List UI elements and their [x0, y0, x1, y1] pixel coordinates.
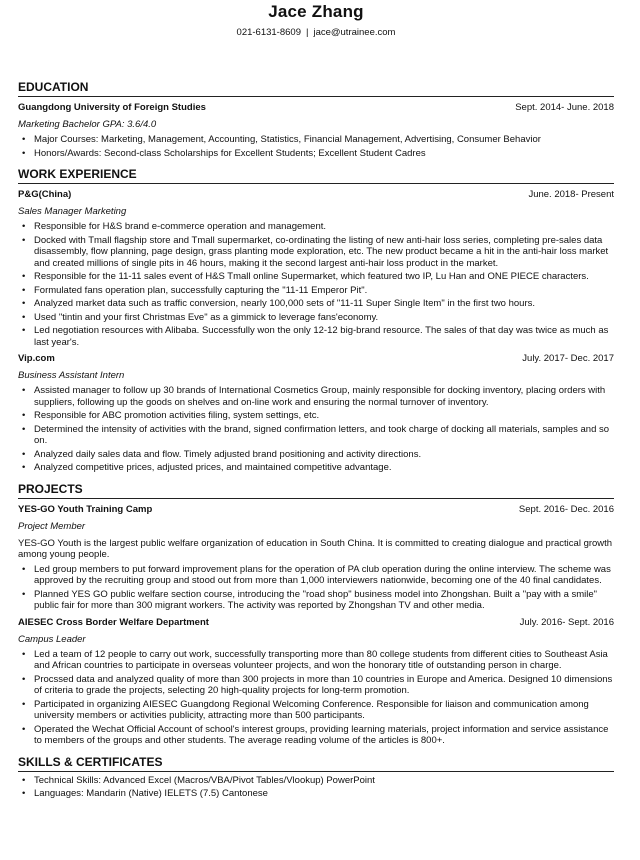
- bullet-item: • Responsible for ABC promotion activities filing, system settings, etc.: [18, 410, 614, 422]
- bullet-item: • Major Courses: Marketing, Management, Accounting, Statistics, Financial Management, Advertising, Consumer Behavior: [18, 134, 614, 146]
- work-section: [18, 167, 614, 474]
- bullet-item: • Responsible for the 11-11 sales event of H&S Tmall online Supermarket, which featured two IP, Lu Han and ONE PIECE characters.: [18, 271, 614, 283]
- bullet-item: • Operated the Wechat Official Account of school's interest groups, providing learning materials, project information and service assistance to members of the groups and other students. The average reading volume of the articles is 800+.: [18, 724, 614, 747]
- education-entry: [18, 102, 614, 159]
- entry-date: July. 2016- Sept. 2016: [519, 616, 614, 628]
- contact-line: [18, 27, 614, 39]
- section-title-skills: SKILLS & CERTIFICATES: [18, 755, 614, 772]
- email-address: jace@utrainee.com: [313, 27, 396, 38]
- project-intro: YES-GO Youth is the largest public welfare organization of education in South China. It is committed to creating dialogue and practical growth among young people.: [18, 537, 613, 560]
- entry-date: July. 2017- Dec. 2017: [522, 353, 614, 364]
- bullet-item: • Led a team of 12 people to carry out work, successfully transporting more than 80 college students from different cities to Southeast Asia and African countries to participate in overseas volunteer projects, and won the honorary title of outstanding person in charge.: [18, 649, 614, 672]
- bullet-item: • Planned YES GO public welfare section course, introducing the "road shop" business model into Zhongshan. Built a "pay with a smile" public fair for more than 300 migrant workers. The activity was reported by Zhongshan TV and other media.: [18, 589, 614, 612]
- entry-organization: YES-GO Youth Training Camp: [18, 503, 153, 515]
- bullet-item: • Analyzed competitive prices, adjusted prices, and maintained competitive advantage.: [18, 462, 614, 474]
- phone-number: 021-6131-8609: [236, 27, 301, 38]
- entry-role: Marketing Bachelor GPA: 3.6/4.0: [18, 119, 157, 130]
- entry-header: [18, 617, 614, 629]
- entry-organization: Guangdong University of Foreign Studies: [18, 102, 206, 113]
- section-title-education: EDUCATION: [18, 80, 614, 97]
- entry-date: June. 2018- Present: [528, 189, 614, 200]
- entry-organization: Vip.com: [18, 353, 55, 364]
- resume-header: [18, 0, 614, 39]
- entry-role: Sales Manager Marketing: [18, 206, 127, 217]
- bullet-list: [18, 564, 614, 612]
- bullet-item: • Determined the intensity of activities with the brand, signed confirmation letters, and took charge of docking all materials, samples and so on.: [18, 424, 614, 447]
- bullet-list: [18, 775, 614, 800]
- contact-separator: |: [305, 27, 309, 38]
- bullet-item: • Analyzed market data such as traffic conversion, nearly 100,000 sets of "11-11 Super Single Item" in the first two hours.: [18, 298, 614, 310]
- bullet-item: • Formulated fans operation plan, successfully capturing the "11-11 Emperor Pit".: [18, 285, 614, 297]
- bullet-item: • Assisted manager to follow up 30 brands of International Cosmetics Group, mainly responsible for docking inventory, placing orders with suppliers, following up the goods on shelves and on-line work and ensuring the normal turnover of inventory.: [18, 385, 614, 408]
- bullet-item: • Languages: Mandarin (Native) IELETS (7.5) Cantonese: [18, 788, 614, 800]
- bullet-item: • Analyzed daily sales data and flow. Timely adjusted brand positioning and activity directions.: [18, 449, 614, 461]
- entry-date: Sept. 2016- Dec. 2016: [518, 503, 614, 515]
- entry-header: [18, 102, 614, 114]
- work-entry: [18, 353, 614, 474]
- bullet-item: • Participated in organizing AIESEC Guangdong Regional Welcoming Conference. Responsible for liaison and communication among university members or activities publicity, attracting more than 500 participants.: [18, 699, 614, 722]
- bullet-list: [18, 385, 614, 474]
- section-title-projects: PROJECTS: [18, 482, 614, 499]
- bullet-list: [18, 221, 614, 348]
- bullet-item: • Led group members to put forward improvement plans for the operation of PA club operation during the online interview. The scheme was approved by the recruiting group and stood out from more than 1,000 interviewers nationwide, becoming one of the 40 final candidates.: [18, 564, 614, 587]
- section-title-work: WORK EXPERIENCE: [18, 167, 614, 184]
- projects-section: [18, 482, 614, 747]
- work-entry: [18, 189, 614, 348]
- entry-role: Project Member: [18, 520, 86, 532]
- entry-header: [18, 189, 614, 201]
- bullet-item: • Procssed data and analyzed quality of more than 300 projects in more than 10 countries in Europe and America. Designed 10 dimensions of criteria to grade the projects, selecting 20 high-quality projects for long-term promotion.: [18, 674, 614, 697]
- bullet-item: • Technical Skills: Advanced Excel (Macros/VBA/Pivot Tables/Vlookup) PowerPoint: [18, 775, 614, 787]
- entry-header: [18, 353, 614, 365]
- skills-section: [18, 755, 614, 800]
- entry-header: [18, 504, 614, 516]
- bullet-list: [18, 134, 614, 159]
- candidate-name: Jace Zhang: [268, 2, 364, 21]
- bullet-list: [18, 649, 614, 747]
- project-entry: [18, 504, 614, 612]
- entry-date: Sept. 2014- June. 2018: [515, 102, 614, 113]
- entry-role: Campus Leader: [18, 633, 86, 645]
- bullet-item: • Responsible for H&S brand e-commerce operation and management.: [18, 221, 614, 233]
- bullet-item: • Led negotiation resources with Alibaba. Successfully won the only 12-12 big-brand resource. The sales of that day was twice as much as last year's.: [18, 325, 614, 348]
- education-section: [18, 80, 614, 159]
- bullet-item: • Docked with Tmall flagship store and Tmall supermarket, co-ordinating the listing of new anti-hair loss series, completing pre-sales data disassembly, flow planning, page design, grass planting mode exploration, etc. The new product became a hit in the anti-hair loss market and created millions of single pits in 46 hours, making it the second largest anti-hair loss product in the market.: [18, 235, 614, 270]
- entry-organization: P&G(China): [18, 189, 72, 200]
- bullet-item: • Used "tintin and your first Christmas Eve" as a gimmick to leverage fans'economy.: [18, 312, 614, 324]
- project-entry: [18, 617, 614, 747]
- entry-role: Business Assistant Intern: [18, 370, 125, 381]
- entry-organization: AIESEC Cross Border Welfare Department: [18, 616, 209, 628]
- bullet-item: • Honors/Awards: Second-class Scholarships for Excellent Students; Excellent Student Cadres: [18, 148, 614, 160]
